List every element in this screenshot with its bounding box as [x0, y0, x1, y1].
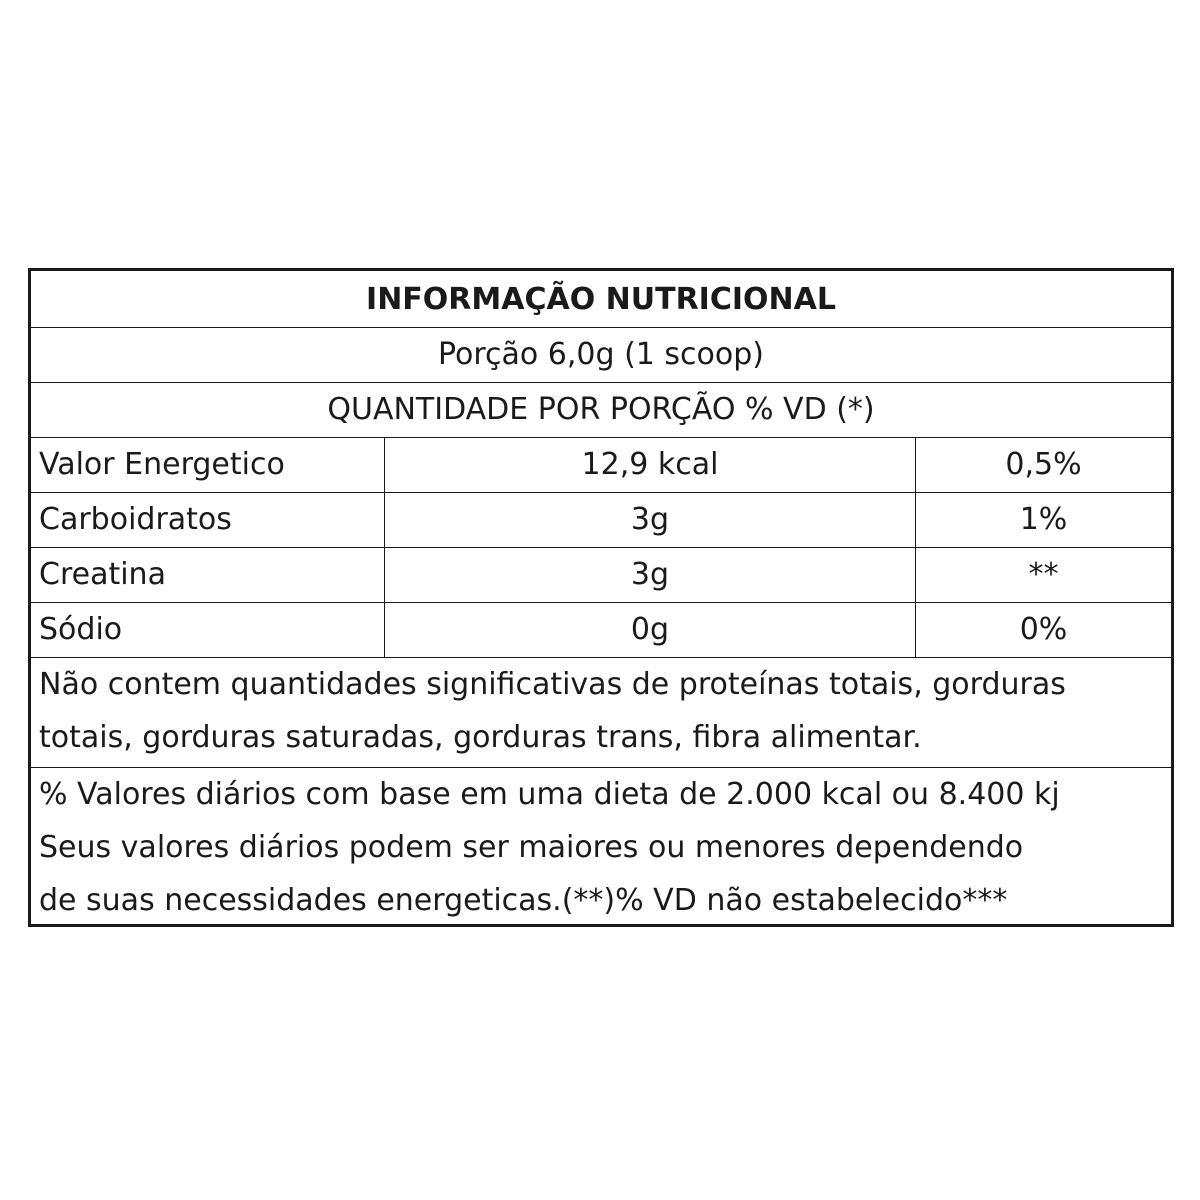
disclaimer-line: Seus valores diários podem ser maiores ou menores dependendo [39, 830, 1024, 865]
nutrient-amount: 3g [385, 493, 916, 547]
table-row [31, 493, 1171, 548]
nutrient-vd: 0,5% [1005, 447, 1082, 482]
disclaimer-line: % Valores diários com base em uma dieta de 2.000 kcal ou 8.400 kj [39, 777, 1060, 812]
portion-size: Porção 6,0g (1 scoop) [31, 328, 1171, 383]
footnote-line: totais, gorduras saturadas, gorduras trans, fibra alimentar. [39, 720, 922, 755]
disclaimer-line: de suas necessidades energeticas.(**)% VD não estabelecido*** [39, 883, 1008, 918]
nutrient-name: Creatina [31, 548, 385, 602]
table-row [31, 603, 1171, 658]
nutrient-amount: 0g [385, 603, 916, 657]
nutrient-name: Valor Energetico [31, 438, 385, 492]
nutrient-vd: 1% [1019, 502, 1068, 537]
nutrient-vd: 0% [1019, 612, 1068, 647]
table-row [31, 438, 1171, 493]
footnote-line: Não contem quantidades significativas de proteínas totais, gorduras [39, 667, 1066, 702]
nutrition-facts-table [28, 268, 1174, 927]
nutrient-name: Carboidratos [31, 493, 385, 547]
nutrient-amount: 12,9 kcal [385, 438, 916, 492]
footnote-block [31, 658, 1171, 768]
table-title: INFORMAÇÃO NUTRICIONAL [31, 271, 1171, 328]
table-row [31, 548, 1171, 603]
nutrient-name: Sódio [31, 603, 385, 657]
nutrient-vd: ** [1028, 557, 1059, 592]
disclaimer-block [31, 768, 1171, 927]
nutrient-amount: 3g [385, 548, 916, 602]
quantity-header: QUANTIDADE POR PORÇÃO % VD (*) [31, 383, 1171, 438]
